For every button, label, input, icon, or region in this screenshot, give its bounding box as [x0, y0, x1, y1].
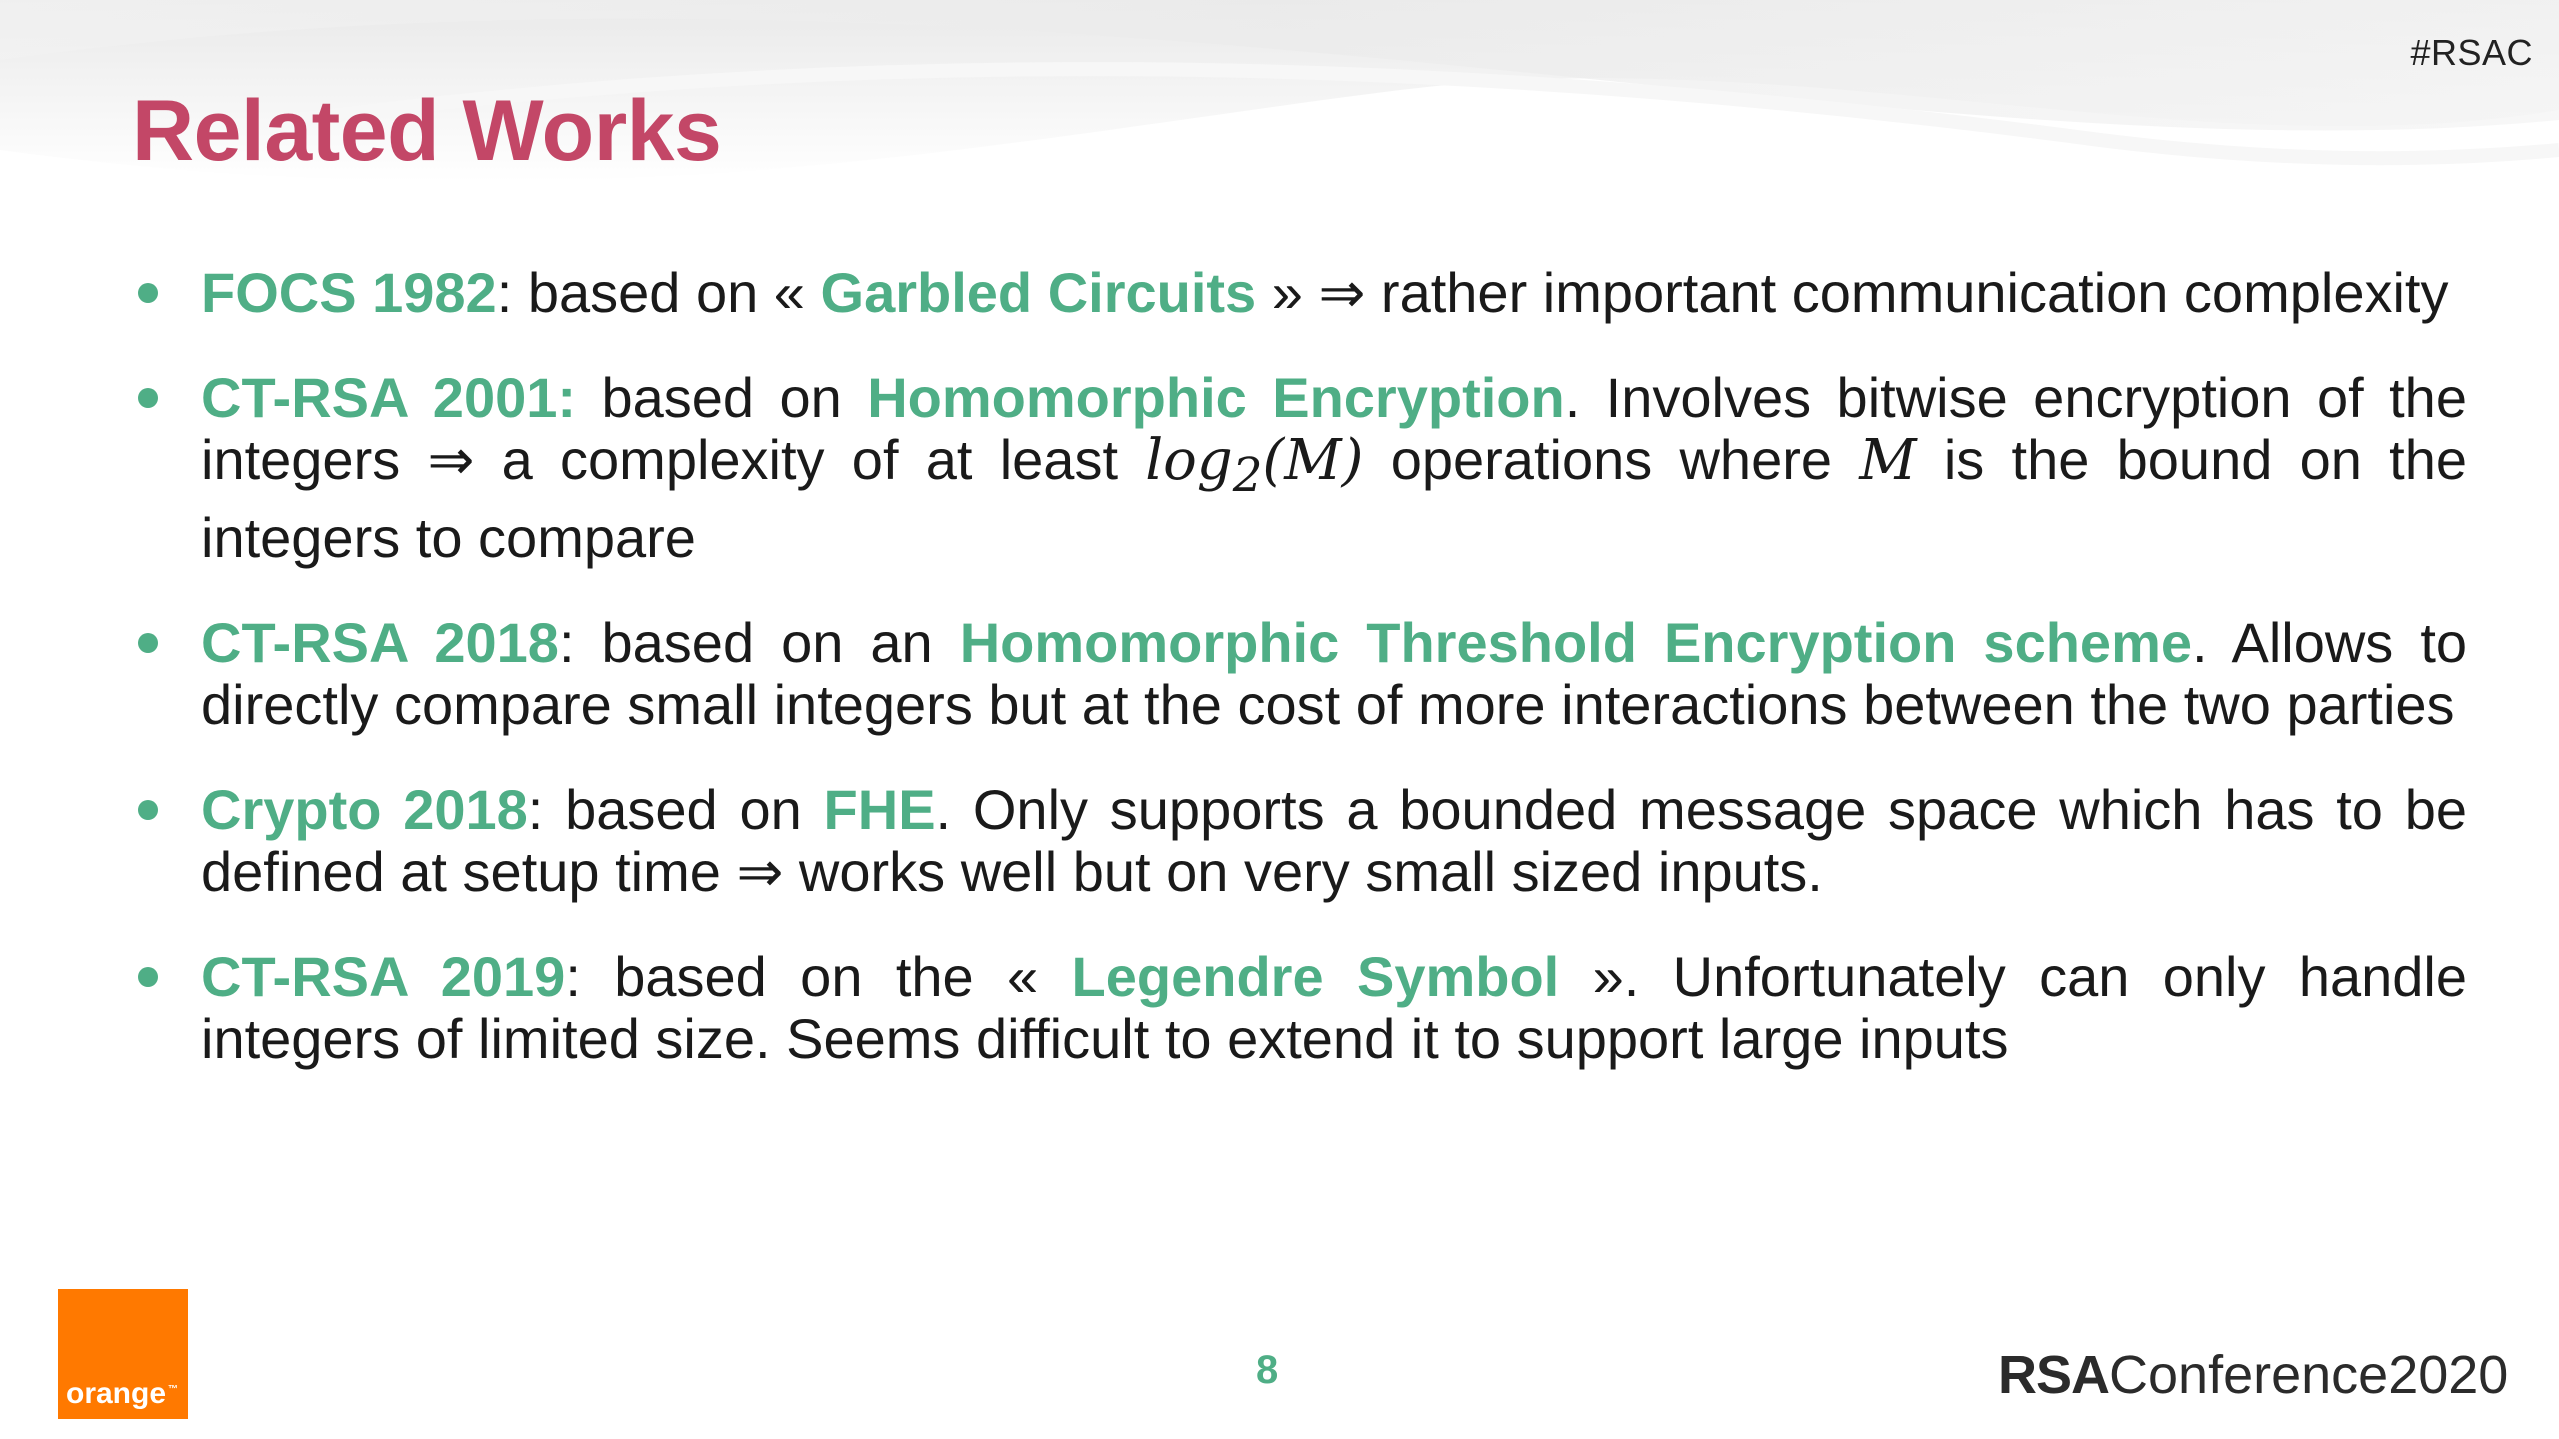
- page-number: 8: [1256, 1348, 1279, 1392]
- bullet-item: [132, 779, 2467, 903]
- bullet-dot-icon: [138, 967, 158, 987]
- bullet-dot-icon: [138, 633, 158, 653]
- bullet-math-text: 2: [1232, 449, 1263, 504]
- bullet-math-text: log: [1145, 428, 1233, 493]
- bullet-dot-icon: [138, 388, 158, 408]
- bullet-math-text: (M): [1262, 428, 1364, 493]
- bullet-item: [132, 262, 2467, 324]
- bullet-text: . Allows to directly compare small integers but at the cost of more interactions between the two parties: [201, 611, 2468, 737]
- bullet-text: : based on an: [558, 611, 960, 675]
- bullet-highlight-text: Crypto 2018: [201, 778, 528, 842]
- bullet-text: : based on the «: [565, 945, 1072, 1009]
- bullet-highlight-text: Homomorphic Encryption: [867, 366, 1565, 429]
- bullet-highlight-text: CT-RSA 2019: [201, 945, 566, 1009]
- bullet-text: : based on: [527, 778, 824, 842]
- bullet-item: [132, 367, 2467, 569]
- bullet-highlight-text: Homomorphic Threshold Encryption scheme: [959, 611, 2193, 675]
- orange-logo: [58, 1289, 188, 1419]
- bullet-highlight-text: FOCS 1982: [201, 261, 497, 324]
- bullet-item: [132, 946, 2467, 1070]
- bullet-text: : based on «: [496, 261, 821, 324]
- bullet-highlight-text: Garbled Circuits: [820, 261, 1257, 324]
- bullet-text: . Only supports a bounded message space which has to be defined at setup time ⇒ works well but on very small sized inputs.: [201, 778, 2468, 904]
- rsa-logo-conference: Conference2020: [2109, 1345, 2509, 1405]
- bullet-highlight-text: Legendre Symbol: [1071, 945, 1560, 1009]
- bullet-math-text: M: [1859, 428, 1917, 493]
- related-works-list: [132, 262, 2467, 1113]
- bullet-text: ». Unfortunately can only handle integers of limited size. Seems difficult to extend it to support large inputs: [201, 945, 2468, 1071]
- bullet-highlight-text: CT-RSA 2001:: [201, 366, 577, 429]
- bullet-highlight-text: CT-RSA 2018: [201, 611, 559, 675]
- rsa-conference-logo: [1998, 1344, 2508, 1406]
- rsa-logo-mark: RSA: [1998, 1345, 2110, 1405]
- bullet-highlight-text: FHE: [823, 778, 936, 842]
- bullet-text: based on: [576, 366, 868, 429]
- bullet-dot-icon: [138, 283, 158, 303]
- bullet-text: operations where: [1363, 428, 1860, 491]
- bullet-dot-icon: [138, 800, 158, 820]
- rsac-hashtag: #RSAC: [2410, 32, 2533, 73]
- orange-logo-text: orange ™: [66, 1377, 179, 1410]
- bullet-item: [132, 612, 2467, 736]
- bullet-text: is the bound on the integers to compare: [201, 428, 2467, 570]
- slide-title: Related Works: [132, 83, 722, 179]
- bullet-text: . Involves bitwise encryption of the integers ⇒ a complexity of at least: [201, 366, 2467, 491]
- bullet-text: » ⇒ rather important communication complexity: [1256, 261, 2449, 324]
